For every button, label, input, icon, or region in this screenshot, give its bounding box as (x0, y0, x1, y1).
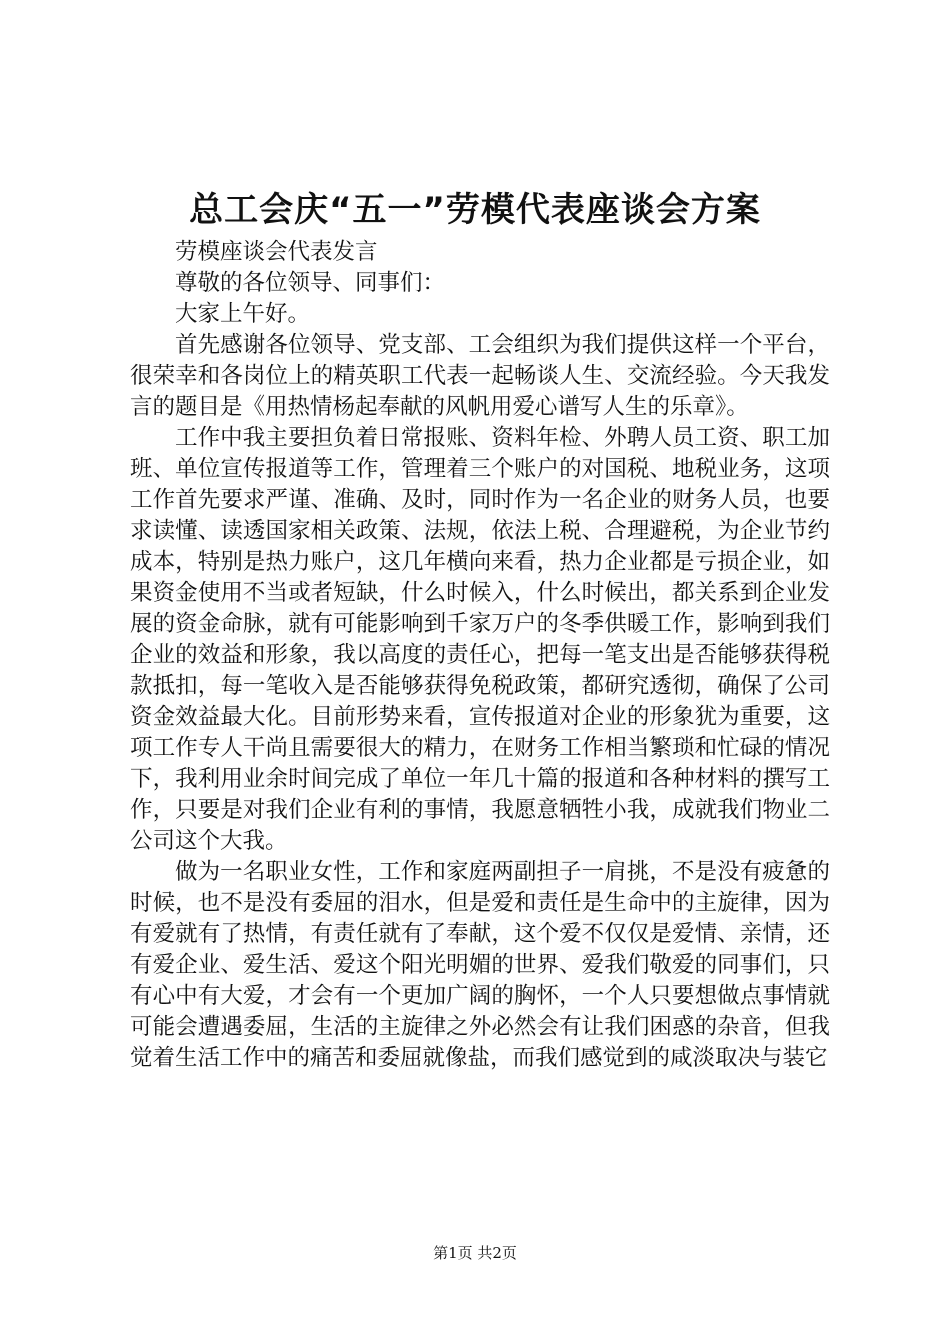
page-footer: 第1页 共2页 (433, 1244, 517, 1262)
paragraph-work: 工作中我主要担负着日常报账、资料年检、外聘人员工资、职工加班、单位宣传报道等工作，管理着三个账户的对国税、地税业务，这项工作首先要求严谨、准确、及时，同时作为一名企业的财务人员，也要求读懂、读透国家相关政策、法规，依法上税、合理避税，为企业节约成本，特别是热力账户，这几年横向来看，热力企业都是亏损企业，如果资金使用不当或者短缺，什么时候入，什么时候出，都关系到企业发展的资金命脉，就有可能影响到千家万户的冬季供暖工作，影响到我们企业的效益和形象，我以高度的责任心，把每一笔支出是否能够获得税款抵扣，每一笔收入是否能够获得免税政策，都研究透彻，确保了公司资金效益最大化。目前形势来看，宣传报道对企业的形象犹为重要，这项工作专人干尚且需要很大的精力，在财务工作相当繁琐和忙碌的情况下，我利用业余时间完成了单位一年几十篇的报道和各种材料的撰写工作，只要是对我们企业有利的事情，我愿意牺牲小我，成就我们物业二公司这个大我。 (130, 425, 830, 854)
paragraph-greeting: 大家上午好。 (175, 301, 311, 327)
document-body (130, 237, 830, 1074)
document-title: 总工会庆“五一”劳模代表座谈会方案 (189, 190, 761, 230)
paragraph-salutation: 尊敬的各位领导、同事们： (175, 270, 446, 296)
paragraph-family: 做为一名职业女性，工作和家庭两副担子一肩挑，不是没有疲惫的时候，也不是没有委屈的泪水，但是爱和责任是生命中的主旋律，因为有爱就有了热情，有责任就有了奉献，这个爱不仅仅是爱情、亲情，还有爱企业、爱生活、爱这个阳光明媚的世界、爱我们敬爱的同事们，只有心中有大爱，才会有一个更加广阔的胸怀，一个人只要想做点事情就可能会遭遇委屈，生活的主旋律之外必然会有让我们困惑的杂音，但我觉着生活工作中的痛苦和委屈就像盐，而我们感觉到的咸淡取决与装它 (130, 859, 830, 1071)
paragraph-speech-heading: 劳模座谈会代表发言 (175, 239, 378, 265)
paragraph-intro: 首先感谢各位领导、党支部、工会组织为我们提供这样一个平台，很荣幸和各岗位上的精英职工代表一起畅谈人生、交流经验。今天我发言的题目是《用热情杨起奉献的风帆用爱心谱写人生的乐章》。 (130, 332, 830, 420)
